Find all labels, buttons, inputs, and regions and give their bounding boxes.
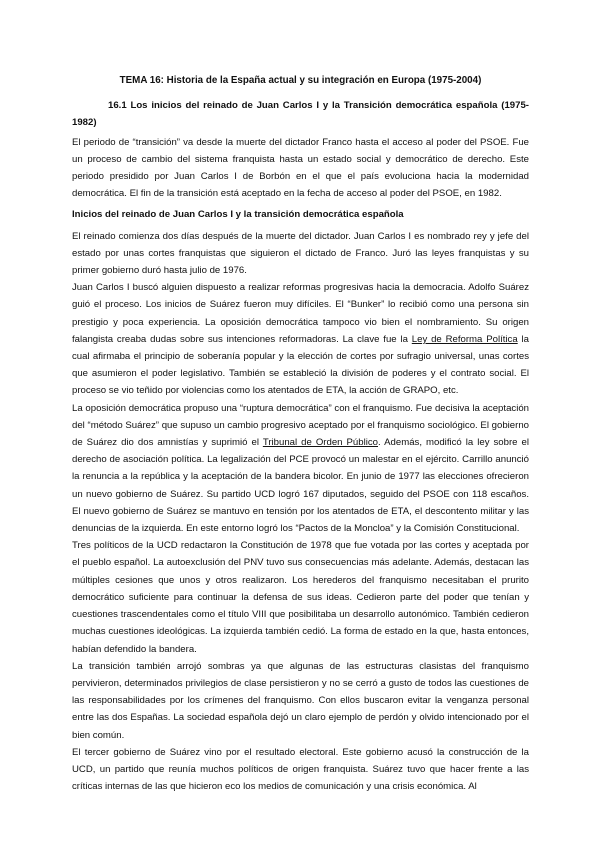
- paragraph-1: El reinado comienza dos días después de la muerte del dictador. Juan Carlos I es nombrado rey y jefe del estado por unas cortes franquistas que siguieron el dictado de Franco. Juró las leyes franquistas y su primer gobierno duró hasta julio de 1976.: [72, 230, 529, 277]
- document-title: TEMA 16: Historia de la España actual y su integración en Europa (1975-2004): [119, 75, 482, 86]
- paragraph-5: La transición también arrojó sombras ya que algunas de las estructuras clasistas del franquismo pervivieron, determinados privilegios de clase persistieron y no se cerró a gusto de todos las cuestiones de las responsabilidades por los crímenes del franquismo. Con ellos buscaron evitar la venganza personal entre las dos Españas. La sociedad española dejó un claro ejemplo de perdón y olvido intencionado por el bien común.: [72, 660, 529, 741]
- paragraph-4: Tres políticos de la UCD redactaron la Constitución de 1978 que fue votada por las cortes y aceptada por el pueblo español. La autoexclusión del PNV tuvo sus consecuencias más adelante. Además, destacan las múltiples cesiones que unos y otros realizaron. Los herederos del franquismo necesitaban el prurito democrático suficiente para continuar la defensa de sus ideas. Cedieron parte del poder que tenían y cuestiones trascendentales como el título VIII que posibilitaba un desarrollo autonómico. También cedieron muchas cuestiones ideológicas. La izquierda también cedió. La forma de estado en la que, hasta entonces, habían defendido la bandera.: [72, 540, 529, 655]
- subheading: Inicios del reinado de Juan Carlos I y la transición democrática española: [72, 209, 404, 221]
- section-heading: 16.1 Los inicios del reinado de Juan Carlos I y la Transición democrática española (1975-1982): [72, 100, 529, 129]
- paragraph-2: [72, 279, 529, 399]
- paragraph-3: [72, 400, 529, 538]
- paragraph-6: El tercer gobierno de Suárez vino por el resultado electoral. Este gobierno acusó la construcción de la UCD, un partido que reunía muchos políticos de origen franquista. Suárez tuvo que hacer frente a las críticas internas de las que hicieron eco los medios de comunicación y una crisis económica. Al: [72, 746, 529, 793]
- paragraph-2-text-b: la cual afirmaba el principio de soberanía popular y la elección de cortes por sufragio universal, unas cortes que asumieron el poder legislativo. También se estableció la división de poderes y el contrato social. El proceso se vio teñido por violencias como los atentados de ETA, la acción de GRAPO, etc.: [72, 333, 529, 397]
- tribunal-orden-publico-link[interactable]: Tribunal de Orden Público: [262, 437, 378, 449]
- paragraph-3-text-a: La oposición democrática propuso una “ruptura democrática” con el franquismo. Fue decisiva la aceptación del “método Suárez” que supuso un cambio progresivo aceptado por el franquismo sociológico. El gobierno de Suárez dio dos amnistías y suprimió el: [72, 402, 529, 449]
- intro-paragraph: El periodo de “transición” va desde la muerte del dictador Franco hasta el acceso al poder del PSOE. Fue un proceso de cambio del sistema franquista hasta un estado social y democrático de derecho. Este periodo presidido por Juan Carlos I de Borbón en el que el país evoluciona hacia la modernidad democrática. El fin de la transición está aceptado en la fecha de acceso al poder del PSOE, en 1982.: [72, 136, 529, 200]
- paragraph-3-text-b: . Además, modificó la ley sobre el derecho de asociación política. La legalización del PCE provocó un malestar en el ejército. Carrillo anunció la renuncia a la república y la aceptación de la bandera bicolor. En junio de 1977 las elecciones ofrecieron un nuevo gobierno de Suárez. Su partido UCD logró 167 diputados, seguido del PSOE con 118 escaños. El nuevo gobierno de Suárez se mantuvo en tensión por los atentados de ETA, el descontento militar y las denuncias de la izquierda. En este entorno logró los “Pactos de la Moncloa” y la Comisión Constitucional.: [72, 437, 529, 535]
- ley-reforma-politica-link[interactable]: Ley de Reforma Política: [411, 333, 518, 345]
- paragraph-2-text-a: Juan Carlos I buscó alguien dispuesto a realizar reformas progresivas hacia la democracia. Adolfo Suárez guió el proceso. Los inicios de Suárez fueron muy difíciles. El “Bunker” lo recibió como una persona sin prestigio y poca experiencia. La oposición democrática tampoco vio bien el nombramiento. Su origen falangista creaba dudas sobre sus intenciones reformadoras. La clave fue la: [72, 282, 529, 345]
